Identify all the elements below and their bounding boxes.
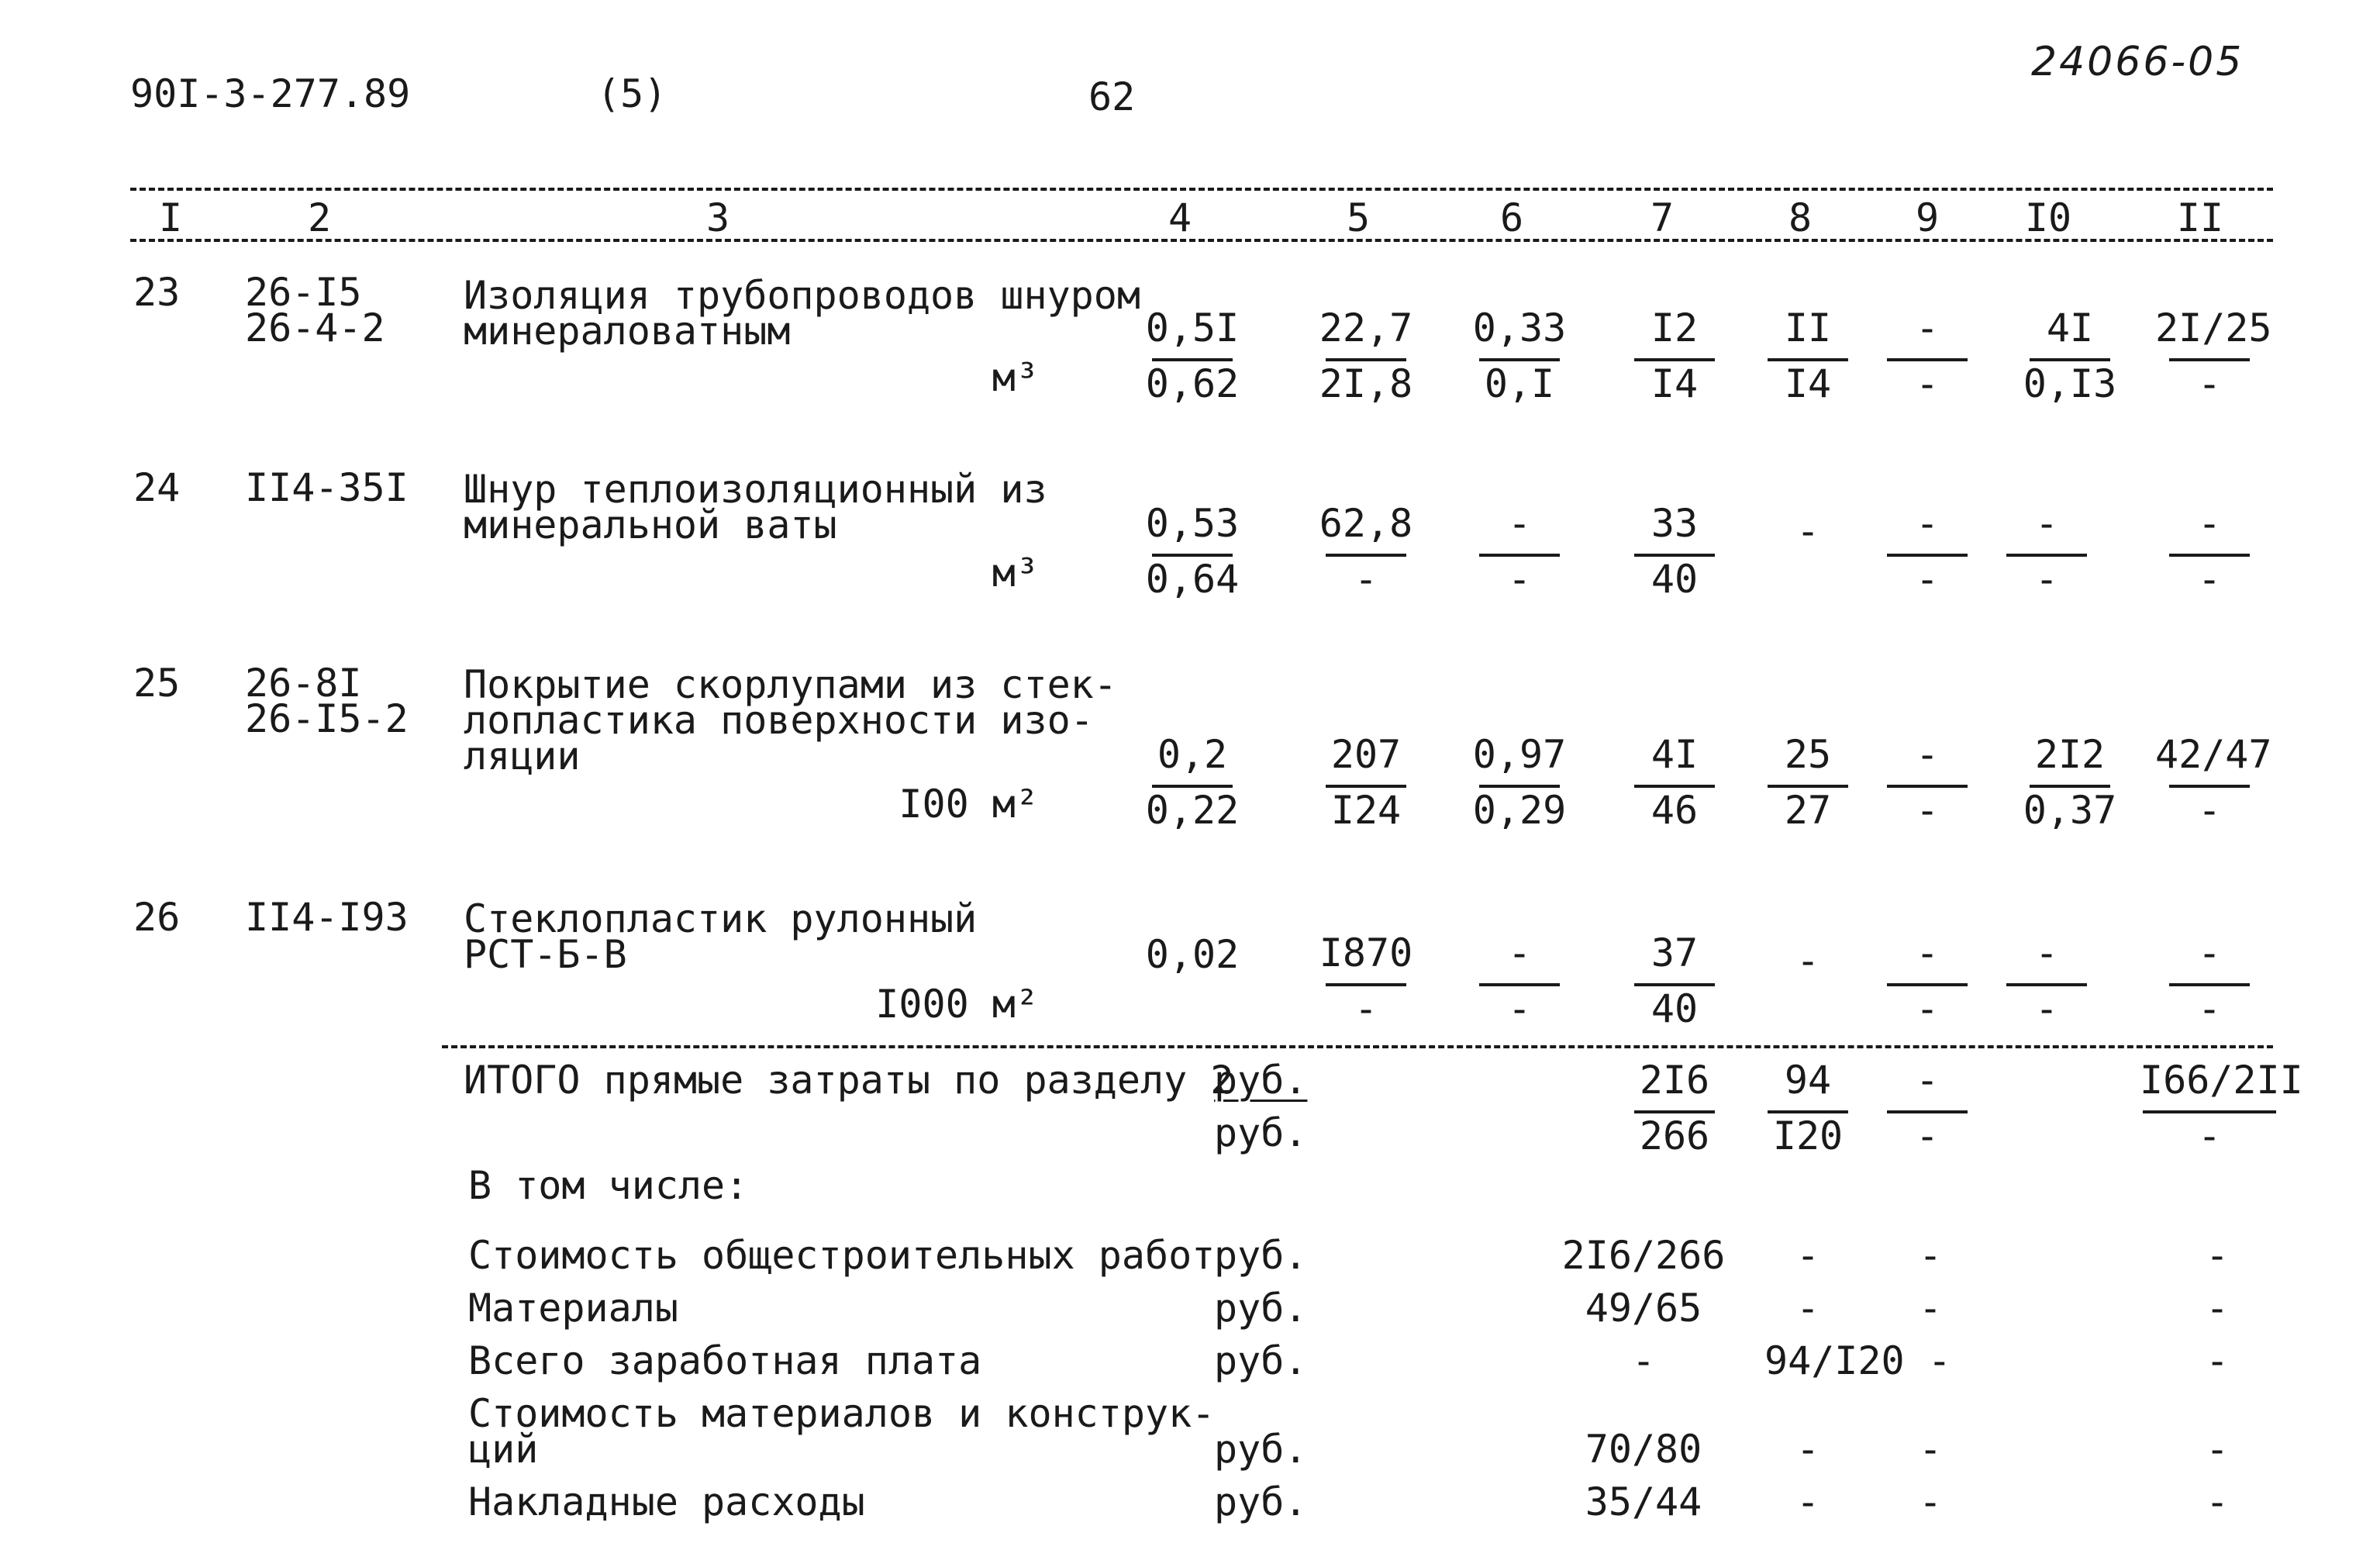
row-unit: I00 м² — [899, 782, 1039, 827]
breakdown-value: - — [1918, 1286, 1943, 1331]
breakdown-label: Стоимость материалов и конструк- — [468, 1391, 1216, 1436]
row-description: минеральной ваты — [464, 502, 837, 547]
header-bottom-rule — [130, 239, 2273, 242]
row-description: минераловатным — [464, 309, 791, 354]
breakdown-heading: В том числе: — [468, 1163, 749, 1208]
breakdown-value: - — [1918, 1479, 1943, 1524]
plain-cell: 0,02 — [1145, 932, 1240, 977]
breakdown-value: - — [2205, 1233, 2230, 1278]
row-code: 26-4-2 — [245, 306, 385, 350]
row-code: II4-35I — [245, 465, 409, 510]
plain-cell: - — [1795, 509, 1820, 554]
row-description: Изоляция трубопроводов шнуром — [464, 273, 1140, 318]
breakdown-label: Накладные расходы — [468, 1479, 865, 1524]
row-code: 26-I5-2 — [245, 696, 409, 741]
column-header: I — [158, 195, 183, 240]
handwritten-code: 24066-05 — [2031, 39, 2244, 85]
document-page: 90I-3-277.89 (5) 62 24066-05 I 2 3 4 5 6 7 8 9 I0 II 23 26-I5 26-4-2 Изоляция трубопроводов шнуром минераловатным м³ 0,5I 0,62 22,7 2I,8 0,33 0,I I2 I4 II I4 - - 4I 0,I3 2I/25 - 24 II4-35I Шнур теплоизоляционный из минеральной ваты м³ 0,53 0,64 62,8 - - - 33 40 - - - - - - - 25 26-8I 26-I5-2 Покрытие скорлупами из стек- лопластика поверхности изо- ляции I00 м² 0,2 0,22 207 I24 0,97 0,29 4I 46 25 27 - - 2I2 0,37 42/47 - 26 II4-I93 Стеклопластик рулонный РСТ-Б-В I000 м² 0,02 I870 - - - 37 40 - - - - - - - ИТОГО прямые затраты по разделу 2 руб. руб. 2I6 266 94 I20 - - I66/2II - В том числе: Стоимость общестроительных работ руб. 2I6/266 - - - Материалы руб. 49/65 - - - Всего заработная плата руб. - 94/I20 - - Стоимость материалов и конструк- ций руб. 70/80 - - - Накладные расходы руб. 35/44 - - - — [0, 0, 2380, 1557]
breakdown-value: - — [1918, 1427, 1943, 1472]
breakdown-unit: руб. — [1214, 1427, 1308, 1472]
breakdown-label: ций — [468, 1427, 539, 1472]
column-header: 8 — [1788, 195, 1813, 240]
totals-unit: руб. — [1214, 1110, 1308, 1155]
breakdown-label: Всего заработная плата — [468, 1338, 982, 1383]
breakdown-unit: руб. — [1214, 1233, 1308, 1278]
row-unit: м³ — [992, 551, 1039, 596]
column-header: II — [2176, 195, 2224, 240]
row-description: Стеклопластик рулонный — [464, 896, 978, 941]
breakdown-value: - — [2205, 1479, 2230, 1524]
column-header: 6 — [1499, 195, 1524, 240]
breakdown-value: - — [1795, 1286, 1820, 1331]
row-description: РСТ-Б-В — [464, 932, 627, 977]
row-code: 26-8I — [245, 661, 362, 706]
row-description: Покрытие скорлупами из стек- — [464, 662, 1117, 707]
page-number: 62 — [1088, 74, 1136, 119]
breakdown-unit: руб. — [1214, 1338, 1308, 1383]
row-code: 26-I5 — [245, 270, 362, 315]
column-header: 5 — [1346, 195, 1371, 240]
row-description: Шнур теплоизоляционный из — [464, 467, 1047, 512]
column-header: 7 — [1650, 195, 1675, 240]
breakdown-label: Стоимость общестроительных работ — [468, 1233, 1216, 1278]
totals-unit: руб. — [1214, 1058, 1308, 1103]
breakdown-value: - — [1631, 1338, 1656, 1383]
row-unit: I000 м² — [875, 982, 1039, 1027]
column-header: I0 — [2024, 195, 2072, 240]
row-description: ляции — [464, 734, 581, 778]
breakdown-value: - — [1795, 1427, 1820, 1472]
breakdown-value: 35/44 — [1585, 1479, 1702, 1524]
column-header: 4 — [1168, 195, 1192, 240]
column-header: 9 — [1915, 195, 1940, 240]
breakdown-value: - — [1918, 1233, 1943, 1278]
plain-cell: - — [1795, 938, 1820, 983]
breakdown-value: - — [2205, 1338, 2230, 1383]
row-code: II4-I93 — [245, 895, 409, 940]
document-code: 90I-3-277.89 — [130, 71, 411, 116]
header-top-rule — [130, 188, 2273, 191]
breakdown-value: 2I6/266 — [1561, 1233, 1726, 1278]
row-description: лопластика поверхности изо- — [464, 698, 1094, 743]
part-number: (5) — [597, 71, 667, 116]
row-number: 23 — [133, 270, 181, 315]
breakdown-label: Материалы — [468, 1286, 678, 1331]
row-number: 25 — [133, 661, 181, 706]
row-unit: м³ — [992, 355, 1039, 400]
breakdown-value: - — [1795, 1233, 1820, 1278]
breakdown-value: - — [2205, 1286, 2230, 1331]
breakdown-unit: руб. — [1214, 1479, 1308, 1524]
row-number: 26 — [133, 895, 181, 940]
breakdown-unit: руб. — [1214, 1286, 1308, 1331]
row-number: 24 — [133, 465, 181, 510]
column-header: 3 — [705, 195, 730, 240]
totals-label: ИТОГО прямые затраты по разделу 2 — [464, 1058, 1234, 1103]
breakdown-value: - — [1795, 1479, 1820, 1524]
breakdown-value: 94/I20 - — [1764, 1338, 1951, 1383]
breakdown-value: 49/65 — [1585, 1286, 1702, 1331]
breakdown-value: - — [2205, 1427, 2230, 1472]
column-header: 2 — [307, 195, 332, 240]
breakdown-value: 70/80 — [1585, 1427, 1702, 1472]
totals-rule — [442, 1045, 2273, 1048]
